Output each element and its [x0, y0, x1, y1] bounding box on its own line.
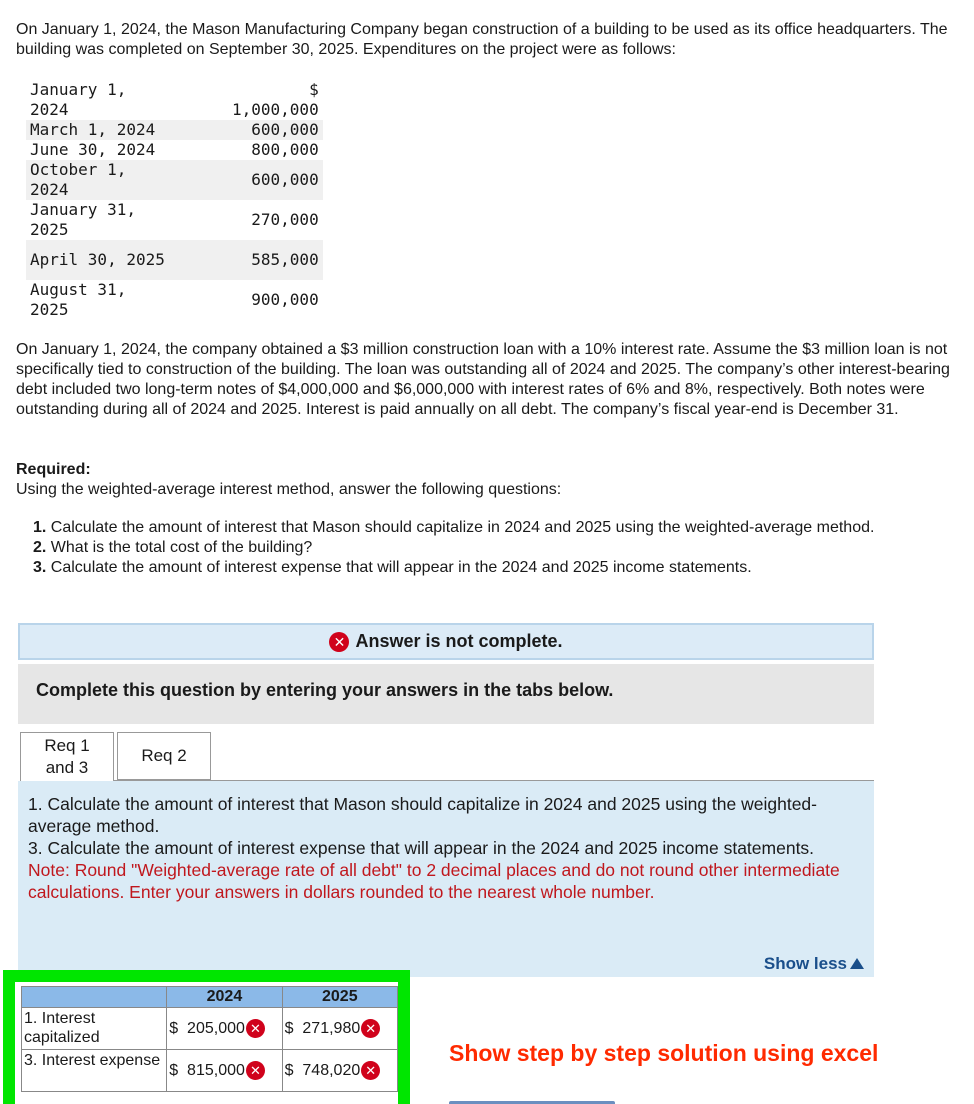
- header-2025: 2025: [282, 987, 397, 1008]
- questions-list: [16, 518, 916, 578]
- loan-paragraph: On January 1, 2024, the company obtained a $3 million construction loan with a 10% interest rate. Assume the $3 million loan is not specifically tied to construction of the building. The loan was outstanding all of 2024 and 2025. The company’s other interest-bearing debt included two long-term notes of $4,000,000 and $6,000,000 with interest rates of 6% and 8%, respectively. Both notes were outstanding during all of 2024 and 2025. Interest is paid annually on all debt. The company’s fiscal year-end is December 31.: [16, 341, 950, 418]
- cell-value: 271,980: [302, 1020, 361, 1037]
- instructions-box: [18, 664, 874, 724]
- list-item: [16, 538, 916, 558]
- banner-text: Answer is not complete.: [355, 631, 563, 651]
- currency-symbol: $: [169, 1062, 179, 1079]
- expenditure-amount: 585,000: [251, 250, 319, 269]
- status-banner: [18, 623, 874, 660]
- expenditures-table: [26, 80, 323, 320]
- interest-capitalized-2025-input[interactable]: [282, 1008, 397, 1050]
- currency-symbol: $: [284, 1062, 294, 1079]
- excel-request-note: Show step by step solution using excel: [449, 1040, 879, 1066]
- expenditure-amount: 900,000: [251, 290, 319, 309]
- question-text: Calculate the amount of interest that Mason should capitalize in 2024 and 2025 using the weighted-average method.: [50, 519, 875, 536]
- show-less-button[interactable]: [764, 953, 864, 975]
- table-row: [22, 1008, 398, 1050]
- panel-question-3: 3. Calculate the amount of interest expense that will appear in the 2024 and 2025 income statements.: [28, 838, 815, 858]
- expenditure-amount: $ 1,000,000: [232, 80, 319, 119]
- error-icon: ✕: [361, 1019, 380, 1038]
- interest-expense-2024-input[interactable]: [167, 1050, 282, 1092]
- show-less-label: Show less: [763, 954, 847, 973]
- list-item: [16, 558, 916, 578]
- question-number: 1.: [33, 519, 47, 536]
- error-icon: ✕: [361, 1061, 380, 1080]
- question-text: What is the total cost of the building?: [50, 539, 313, 556]
- table-row: [26, 160, 323, 200]
- table-row: [26, 80, 323, 120]
- table-row: [26, 280, 323, 320]
- required-label: Required:: [16, 461, 91, 478]
- rounding-note: Note: Round "Weighted-average rate of all debt" to 2 decimal places and do not round other intermediate calculations. Enter your answers in dollars rounded to the nearest whole number.: [28, 860, 840, 902]
- instructions-text: Complete this question by entering your answers in the tabs below.: [36, 680, 614, 700]
- interest-capitalized-2024-input[interactable]: [167, 1008, 282, 1050]
- table-header-row: [22, 987, 398, 1008]
- cell-value: 815,000: [187, 1062, 245, 1079]
- table-row: [26, 140, 323, 160]
- error-icon: ✕: [329, 632, 349, 652]
- answer-highlight: [3, 970, 410, 1104]
- cell-value: 748,020: [302, 1062, 361, 1079]
- expenditure-date: January 1, 2024: [30, 80, 127, 119]
- tab-req-1-and-3[interactable]: [20, 732, 114, 781]
- interest-expense-2025-input[interactable]: [282, 1050, 397, 1092]
- error-icon: ✕: [246, 1061, 265, 1080]
- header-blank: [22, 987, 167, 1008]
- expenditure-date: January 31, 2025: [30, 200, 136, 239]
- expenditure-amount: 270,000: [251, 210, 319, 229]
- table-row: [22, 1050, 398, 1092]
- question-number: 3.: [33, 559, 47, 576]
- question-number: 2.: [33, 539, 47, 556]
- required-text: Using the weighted-average interest method, answer the following questions:: [16, 481, 562, 498]
- tab-label: Req 2: [141, 746, 187, 765]
- tab-label: Req 1 and 3: [44, 736, 90, 777]
- triangle-up-icon: [850, 958, 864, 969]
- answer-table: [21, 986, 398, 1092]
- expenditure-date: October 1, 2024: [30, 160, 127, 199]
- table-row: [26, 240, 323, 280]
- expenditure-amount: 600,000: [251, 170, 319, 189]
- panel-question-1: 1. Calculate the amount of interest that Mason should capitalize in 2024 and 2025 using the weighted-average method.: [28, 794, 817, 836]
- row-label: 3. Interest expense: [22, 1050, 167, 1092]
- expenditure-date: March 1, 2024: [30, 120, 156, 139]
- intro-paragraph: On January 1, 2024, the Mason Manufacturing Company began construction of a building to be used as its office headquarters. The building was completed on September 30, 2025. Expenditures on the project were as follows:: [16, 21, 948, 58]
- question-text: Calculate the amount of interest expense that will appear in the 2024 and 2025 income statements.: [50, 559, 752, 576]
- header-2024: 2024: [167, 987, 282, 1008]
- row-label: 1. Interest capitalized: [22, 1008, 167, 1050]
- expenditure-amount: 800,000: [251, 140, 319, 159]
- currency-symbol: $: [169, 1020, 179, 1037]
- expenditure-amount: 600,000: [251, 120, 319, 139]
- cell-value: 205,000: [187, 1020, 245, 1037]
- expenditure-date: August 31, 2025: [30, 280, 127, 319]
- expenditure-date: June 30, 2024: [30, 140, 156, 159]
- tab-req-2[interactable]: [117, 732, 211, 780]
- question-panel: [18, 781, 874, 977]
- currency-symbol: $: [284, 1020, 294, 1037]
- table-row: [26, 120, 323, 140]
- list-item: [16, 518, 916, 538]
- error-icon: ✕: [246, 1019, 265, 1038]
- table-row: [26, 200, 323, 240]
- expenditure-date: April 30, 2025: [30, 250, 165, 269]
